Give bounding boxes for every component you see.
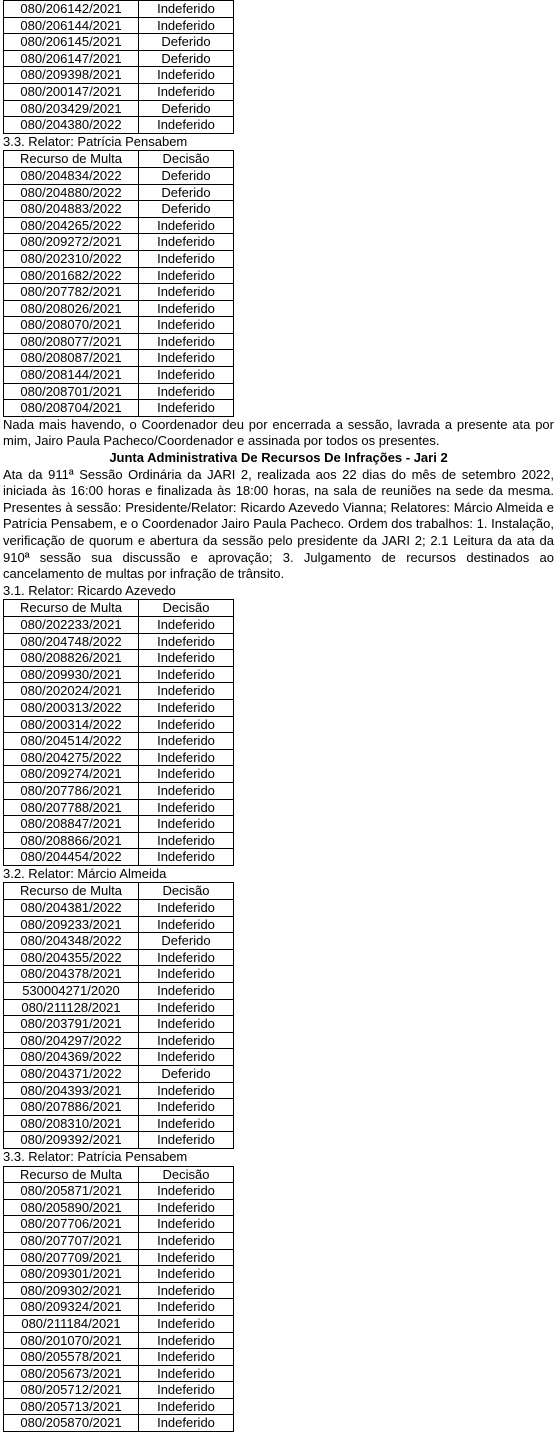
decision: Indeferido [139,1232,234,1249]
decision: Indeferido [139,683,234,700]
table-header-row [4,600,234,617]
appeal-number: 080/208070/2021 [4,317,139,334]
table-row [4,1132,234,1149]
table-row [4,1199,234,1216]
decision: Indeferido [139,1398,234,1415]
appeal-number: 080/204355/2022 [4,949,139,966]
decision: Indeferido [139,1099,234,1116]
table-row [4,666,234,683]
appeal-number: 080/204880/2022 [4,184,139,201]
appeal-number: 080/208701/2021 [4,383,139,400]
appeal-number: 080/200313/2022 [4,699,139,716]
decision: Indeferido [139,766,234,783]
appeal-number: 080/204275/2022 [4,749,139,766]
table-row [4,217,234,234]
table-row [4,1249,234,1266]
appeal-number: 080/209274/2021 [4,766,139,783]
appeal-number: 080/205870/2021 [4,1415,139,1432]
table-row [4,17,234,34]
decision: Indeferido [139,1183,234,1200]
table-row [4,999,234,1016]
decision: Indeferido [139,1365,234,1382]
table-row [4,1115,234,1132]
appeal-number: 080/204748/2022 [4,633,139,650]
decision-table [3,0,234,134]
appeal-number: 080/203429/2021 [4,100,139,117]
appeal-number: 080/204514/2022 [4,733,139,750]
decision: Indeferido [139,367,234,384]
table-row [4,1266,234,1283]
appeal-number: 080/208087/2021 [4,350,139,367]
decision: Indeferido [139,949,234,966]
table-row [4,716,234,733]
decision: Indeferido [139,1249,234,1266]
appeal-number: 080/211128/2021 [4,999,139,1016]
decision: Indeferido [139,1382,234,1399]
table-row [4,1315,234,1332]
decision: Indeferido [139,1,234,18]
appeal-number: 080/204883/2022 [4,201,139,218]
table-row [4,1282,234,1299]
table-row [4,832,234,849]
section-heading: Junta Administrativa De Recursos De Infrações - Jari 2 [109,450,448,466]
appeal-number: 080/207709/2021 [4,1249,139,1266]
appeal-number: 080/208866/2021 [4,832,139,849]
appeal-number: 080/204265/2022 [4,217,139,234]
table-row [4,333,234,350]
table-row [4,1049,234,1066]
decision: Indeferido [139,83,234,100]
appeal-number: 080/204381/2022 [4,900,139,917]
appeal-number: 080/200147/2021 [4,83,139,100]
appeal-number: 080/209302/2021 [4,1282,139,1299]
decision: Indeferido [139,1266,234,1283]
decision-table [3,1166,234,1432]
table-row [4,1183,234,1200]
table-row [4,1,234,18]
table-row [4,1082,234,1099]
decision-table [3,882,234,1149]
appeal-number: 080/207706/2021 [4,1216,139,1233]
decision: Indeferido [139,333,234,350]
decision: Indeferido [139,350,234,367]
decision: Indeferido [139,916,234,933]
appeal-number: 080/205673/2021 [4,1365,139,1382]
decision: Indeferido [139,1216,234,1233]
appeal-number: 080/207707/2021 [4,1232,139,1249]
header-decisao: Decisão [139,151,234,168]
table-row [4,733,234,750]
table-row [4,633,234,650]
appeal-number: 080/207786/2021 [4,782,139,799]
table-row [4,966,234,983]
table-row [4,1016,234,1033]
header-recurso-de-multa: Recurso de Multa [4,1166,139,1183]
appeal-number: 080/204834/2022 [4,167,139,184]
appeal-number: 080/205578/2021 [4,1349,139,1366]
rapporteur-label: 3.3. Relator: Patrícia Pensabem [3,1148,188,1164]
decision: Indeferido [139,782,234,799]
table-row [4,683,234,700]
decision: Indeferido [139,217,234,234]
decision: Indeferido [139,1082,234,1099]
table-row [4,1349,234,1366]
decision-table [3,150,234,417]
decision: Indeferido [139,733,234,750]
appeal-number: 080/205713/2021 [4,1398,139,1415]
table-row [4,250,234,267]
appeal-number: 080/204393/2021 [4,1082,139,1099]
header-decisao: Decisão [139,600,234,617]
table-row [4,616,234,633]
decision: Indeferido [139,716,234,733]
decision: Indeferido [139,317,234,334]
table-row [4,1365,234,1382]
table-row [4,50,234,67]
table-row [4,916,234,933]
table-row [4,201,234,218]
table-row [4,184,234,201]
table-header-row [4,1166,234,1183]
appeal-number: 080/209301/2021 [4,1266,139,1283]
appeal-number: 080/207782/2021 [4,284,139,301]
table-row [4,350,234,367]
appeal-number: 080/208826/2021 [4,650,139,667]
rapporteur-label: 3.1. Relator: Ricardo Azevedo [3,582,176,598]
decision: Indeferido [139,966,234,983]
appeal-number: 080/204380/2022 [4,117,139,134]
table-row [4,1099,234,1116]
appeal-number: 080/208704/2021 [4,400,139,417]
decision: Indeferido [139,1115,234,1132]
appeal-number: 080/208026/2021 [4,300,139,317]
appeal-number: 080/204454/2022 [4,849,139,866]
table-header-row [4,883,234,900]
header-recurso-de-multa: Recurso de Multa [4,151,139,168]
appeal-number: 080/211184/2021 [4,1315,139,1332]
decision: Indeferido [139,1016,234,1033]
table-row [4,167,234,184]
appeal-number: 080/208077/2021 [4,333,139,350]
table-row [4,1332,234,1349]
decision: Indeferido [139,799,234,816]
table-row [4,234,234,251]
table-row [4,1216,234,1233]
table-row [4,300,234,317]
table-row [4,799,234,816]
decision: Indeferido [139,1299,234,1316]
appeal-number: 080/207886/2021 [4,1099,139,1116]
table-row [4,1032,234,1049]
decision: Indeferido [139,267,234,284]
table-row [4,67,234,84]
decision: Indeferido [139,983,234,1000]
table-row [4,284,234,301]
decision: Indeferido [139,900,234,917]
table-row [4,400,234,417]
table-row [4,650,234,667]
table-row [4,317,234,334]
appeal-number: 080/204297/2022 [4,1032,139,1049]
decision: Indeferido [139,1132,234,1149]
decision: Deferido [139,50,234,67]
table-row [4,933,234,950]
table-row [4,782,234,799]
decision: Deferido [139,933,234,950]
decision: Indeferido [139,999,234,1016]
appeal-number: 080/201070/2021 [4,1332,139,1349]
header-recurso-de-multa: Recurso de Multa [4,883,139,900]
table-row [4,816,234,833]
header-decisao: Decisão [139,883,234,900]
table-row [4,267,234,284]
header-decisao: Decisão [139,1166,234,1183]
minutes-paragraph: Nada mais havendo, o Coordenador deu por encerrada a sessão, lavrada a presente ata por mim, Jairo Paula Pacheco/Coordenador e assinada por todos os presentes. [3,416,554,449]
table-row [4,749,234,766]
table-header-row [4,151,234,168]
decision: Indeferido [139,250,234,267]
appeal-number: 080/205890/2021 [4,1199,139,1216]
decision: Indeferido [139,117,234,134]
decision: Indeferido [139,699,234,716]
appeal-number: 080/206142/2021 [4,1,139,18]
table-row [4,1398,234,1415]
appeal-number: 080/208144/2021 [4,367,139,384]
table-row [4,900,234,917]
table-row [4,100,234,117]
appeal-number: 080/200314/2022 [4,716,139,733]
decision: Deferido [139,167,234,184]
appeal-number: 080/206145/2021 [4,34,139,51]
table-row [4,699,234,716]
decision: Indeferido [139,1199,234,1216]
appeal-number: 080/205871/2021 [4,1183,139,1200]
appeal-number: 080/209392/2021 [4,1132,139,1149]
decision: Indeferido [139,1032,234,1049]
table-row [4,1415,234,1432]
rapporteur-label: 3.2. Relator: Márcio Almeida [3,865,167,881]
table-row [4,83,234,100]
header-recurso-de-multa: Recurso de Multa [4,600,139,617]
appeal-number: 080/207788/2021 [4,799,139,816]
table-row [4,1066,234,1083]
minutes-paragraph: Ata da 911ª Sessão Ordinária da JARI 2, realizada aos 22 dias do mês de setembro 2022, iniciada às 16:00 horas e finalizada às 18:00 horas, na sala de reuniões na sede da mesma. Presentes à sessão: Presidente/Relator: Ricardo Azevedo Vianna; Relatores: Márcio Almeida e Patrícia Pensabem, e o Coordenador Jairo Paula Pacheco. Ordem dos trabalhos: 1. Instalação, verificação de quorum e abertura da sessão pelo presidente da JARI 2; 2.1 Leitura da ata da 910ª sessão sua discussão e aprovação; 3. Julgamento de recursos destinados ao cancelamento de multas por infração de trânsito. [3,466,554,582]
appeal-number: 080/209930/2021 [4,666,139,683]
appeal-number: 080/202310/2022 [4,250,139,267]
decision: Indeferido [139,67,234,84]
decision: Indeferido [139,849,234,866]
table-row [4,1299,234,1316]
table-row [4,1382,234,1399]
appeal-number: 080/208847/2021 [4,816,139,833]
appeal-number: 080/209272/2021 [4,234,139,251]
appeal-number: 080/204371/2022 [4,1066,139,1083]
table-row [4,1232,234,1249]
appeal-number: 080/206144/2021 [4,17,139,34]
decision-table [3,599,234,866]
appeal-number: 080/202233/2021 [4,616,139,633]
decision: Indeferido [139,17,234,34]
appeal-number: 080/209324/2021 [4,1299,139,1316]
decision: Indeferido [139,1282,234,1299]
decision: Indeferido [139,633,234,650]
decision: Indeferido [139,284,234,301]
appeal-number: 080/201682/2022 [4,267,139,284]
decision: Indeferido [139,234,234,251]
decision: Indeferido [139,616,234,633]
decision: Indeferido [139,1332,234,1349]
decision: Indeferido [139,666,234,683]
appeal-number: 080/208310/2021 [4,1115,139,1132]
appeal-number: 080/209398/2021 [4,67,139,84]
decision: Indeferido [139,650,234,667]
table-row [4,117,234,134]
appeal-number: 080/204348/2022 [4,933,139,950]
table-row [4,766,234,783]
decision: Deferido [139,1066,234,1083]
decision: Deferido [139,184,234,201]
appeal-number: 080/202024/2021 [4,683,139,700]
appeal-number: 080/209233/2021 [4,916,139,933]
appeal-number: 080/206147/2021 [4,50,139,67]
decision: Indeferido [139,816,234,833]
rapporteur-label: 3.3. Relator: Patrícia Pensabem [3,133,188,149]
decision: Indeferido [139,1049,234,1066]
appeal-number: 080/205712/2021 [4,1382,139,1399]
appeal-number: 530004271/2020 [4,983,139,1000]
decision: Deferido [139,100,234,117]
decision: Indeferido [139,749,234,766]
table-row [4,383,234,400]
decision: Deferido [139,201,234,218]
appeal-number: 080/204369/2022 [4,1049,139,1066]
decision: Indeferido [139,1415,234,1432]
decision: Deferido [139,34,234,51]
decision: Indeferido [139,1349,234,1366]
table-row [4,949,234,966]
table-row [4,849,234,866]
decision: Indeferido [139,400,234,417]
decision: Indeferido [139,832,234,849]
appeal-number: 080/203791/2021 [4,1016,139,1033]
table-row [4,367,234,384]
decision: Indeferido [139,383,234,400]
table-row [4,983,234,1000]
decision: Indeferido [139,1315,234,1332]
appeal-number: 080/204378/2021 [4,966,139,983]
decision: Indeferido [139,300,234,317]
table-row [4,34,234,51]
